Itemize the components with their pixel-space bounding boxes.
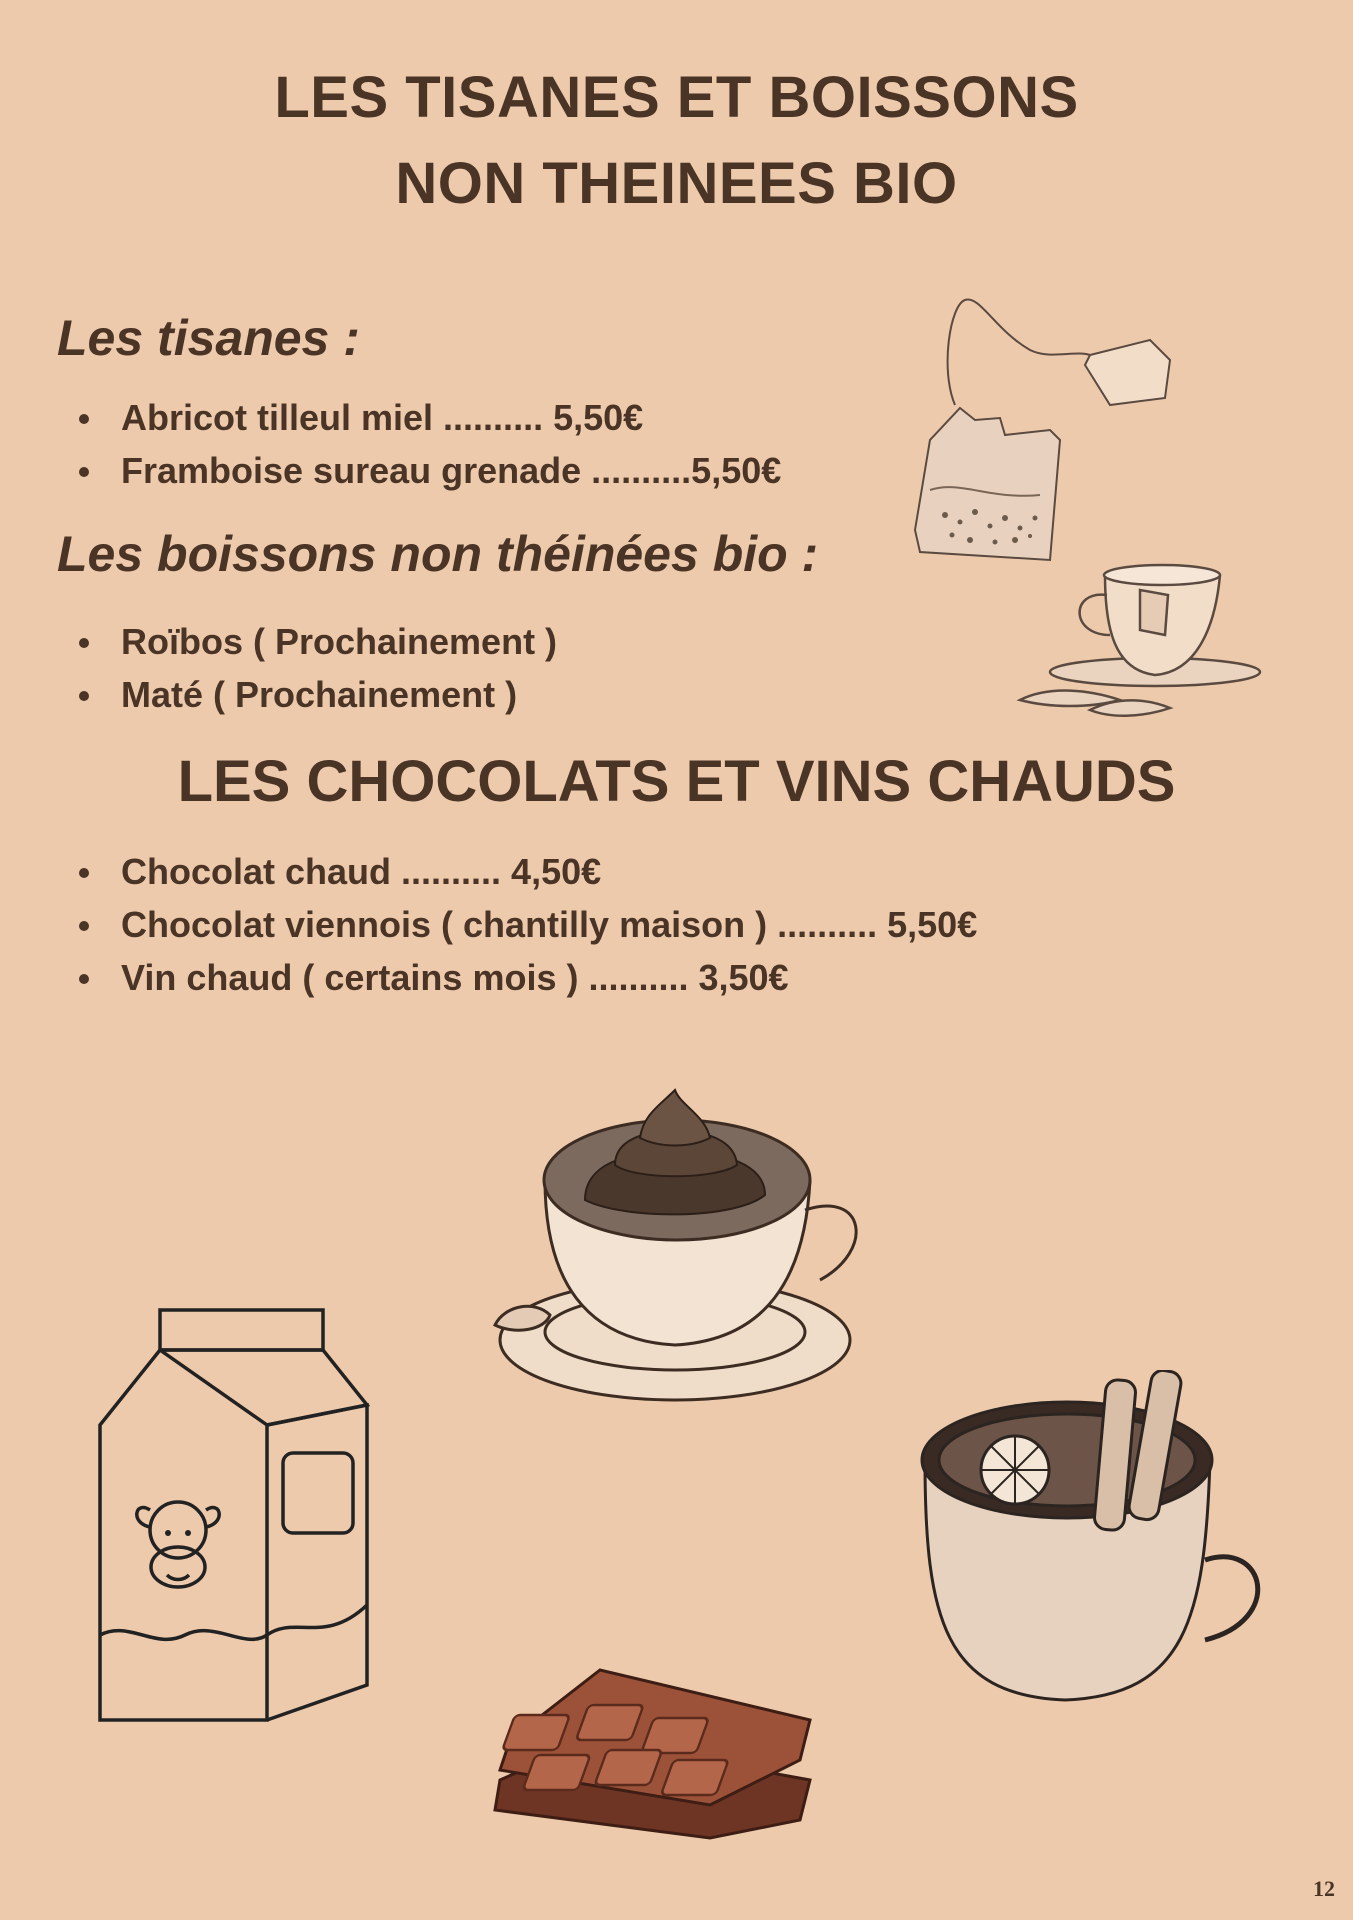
page-number: 12 [1313, 1876, 1335, 1901]
list-item: Vin chaud ( certains mois ) .......... 3,50€ [0, 951, 977, 1004]
tea-bag-icon [900, 290, 1190, 580]
chocolats-list [0, 845, 977, 1004]
page-title-line-1: LES TISANES ET BOISSONS [274, 65, 1079, 130]
milk-carton-icon [95, 1305, 375, 1725]
chocolate-bar-icon [480, 1660, 830, 1840]
list-item: Abricot tilleul miel .......... 5,50€ [0, 391, 781, 444]
chocolats-heading: LES CHOCOLATS ET VINS CHAUDS [177, 749, 1176, 814]
list-item: Chocolat viennois ( chantilly maison ) .......... 5,50€ [0, 898, 977, 951]
tisanes-list [0, 391, 781, 497]
whipped-chocolate-cup-icon [475, 1070, 885, 1410]
list-item: Chocolat chaud .......... 4,50€ [0, 845, 977, 898]
page-title-line-2: NON THEINEES BIO [395, 151, 958, 216]
list-item: Roïbos ( Prochainement ) [0, 615, 557, 668]
tea-cup-icon [990, 550, 1280, 730]
list-item: Framboise sureau grenade ..........5,50€ [0, 444, 781, 497]
list-item: Maté ( Prochainement ) [0, 668, 557, 721]
mulled-wine-mug-icon [905, 1370, 1285, 1715]
boissons-heading: Les boissons non théinées bio : [57, 526, 819, 582]
tisanes-heading: Les tisanes : [57, 310, 360, 366]
boissons-list [0, 615, 557, 721]
